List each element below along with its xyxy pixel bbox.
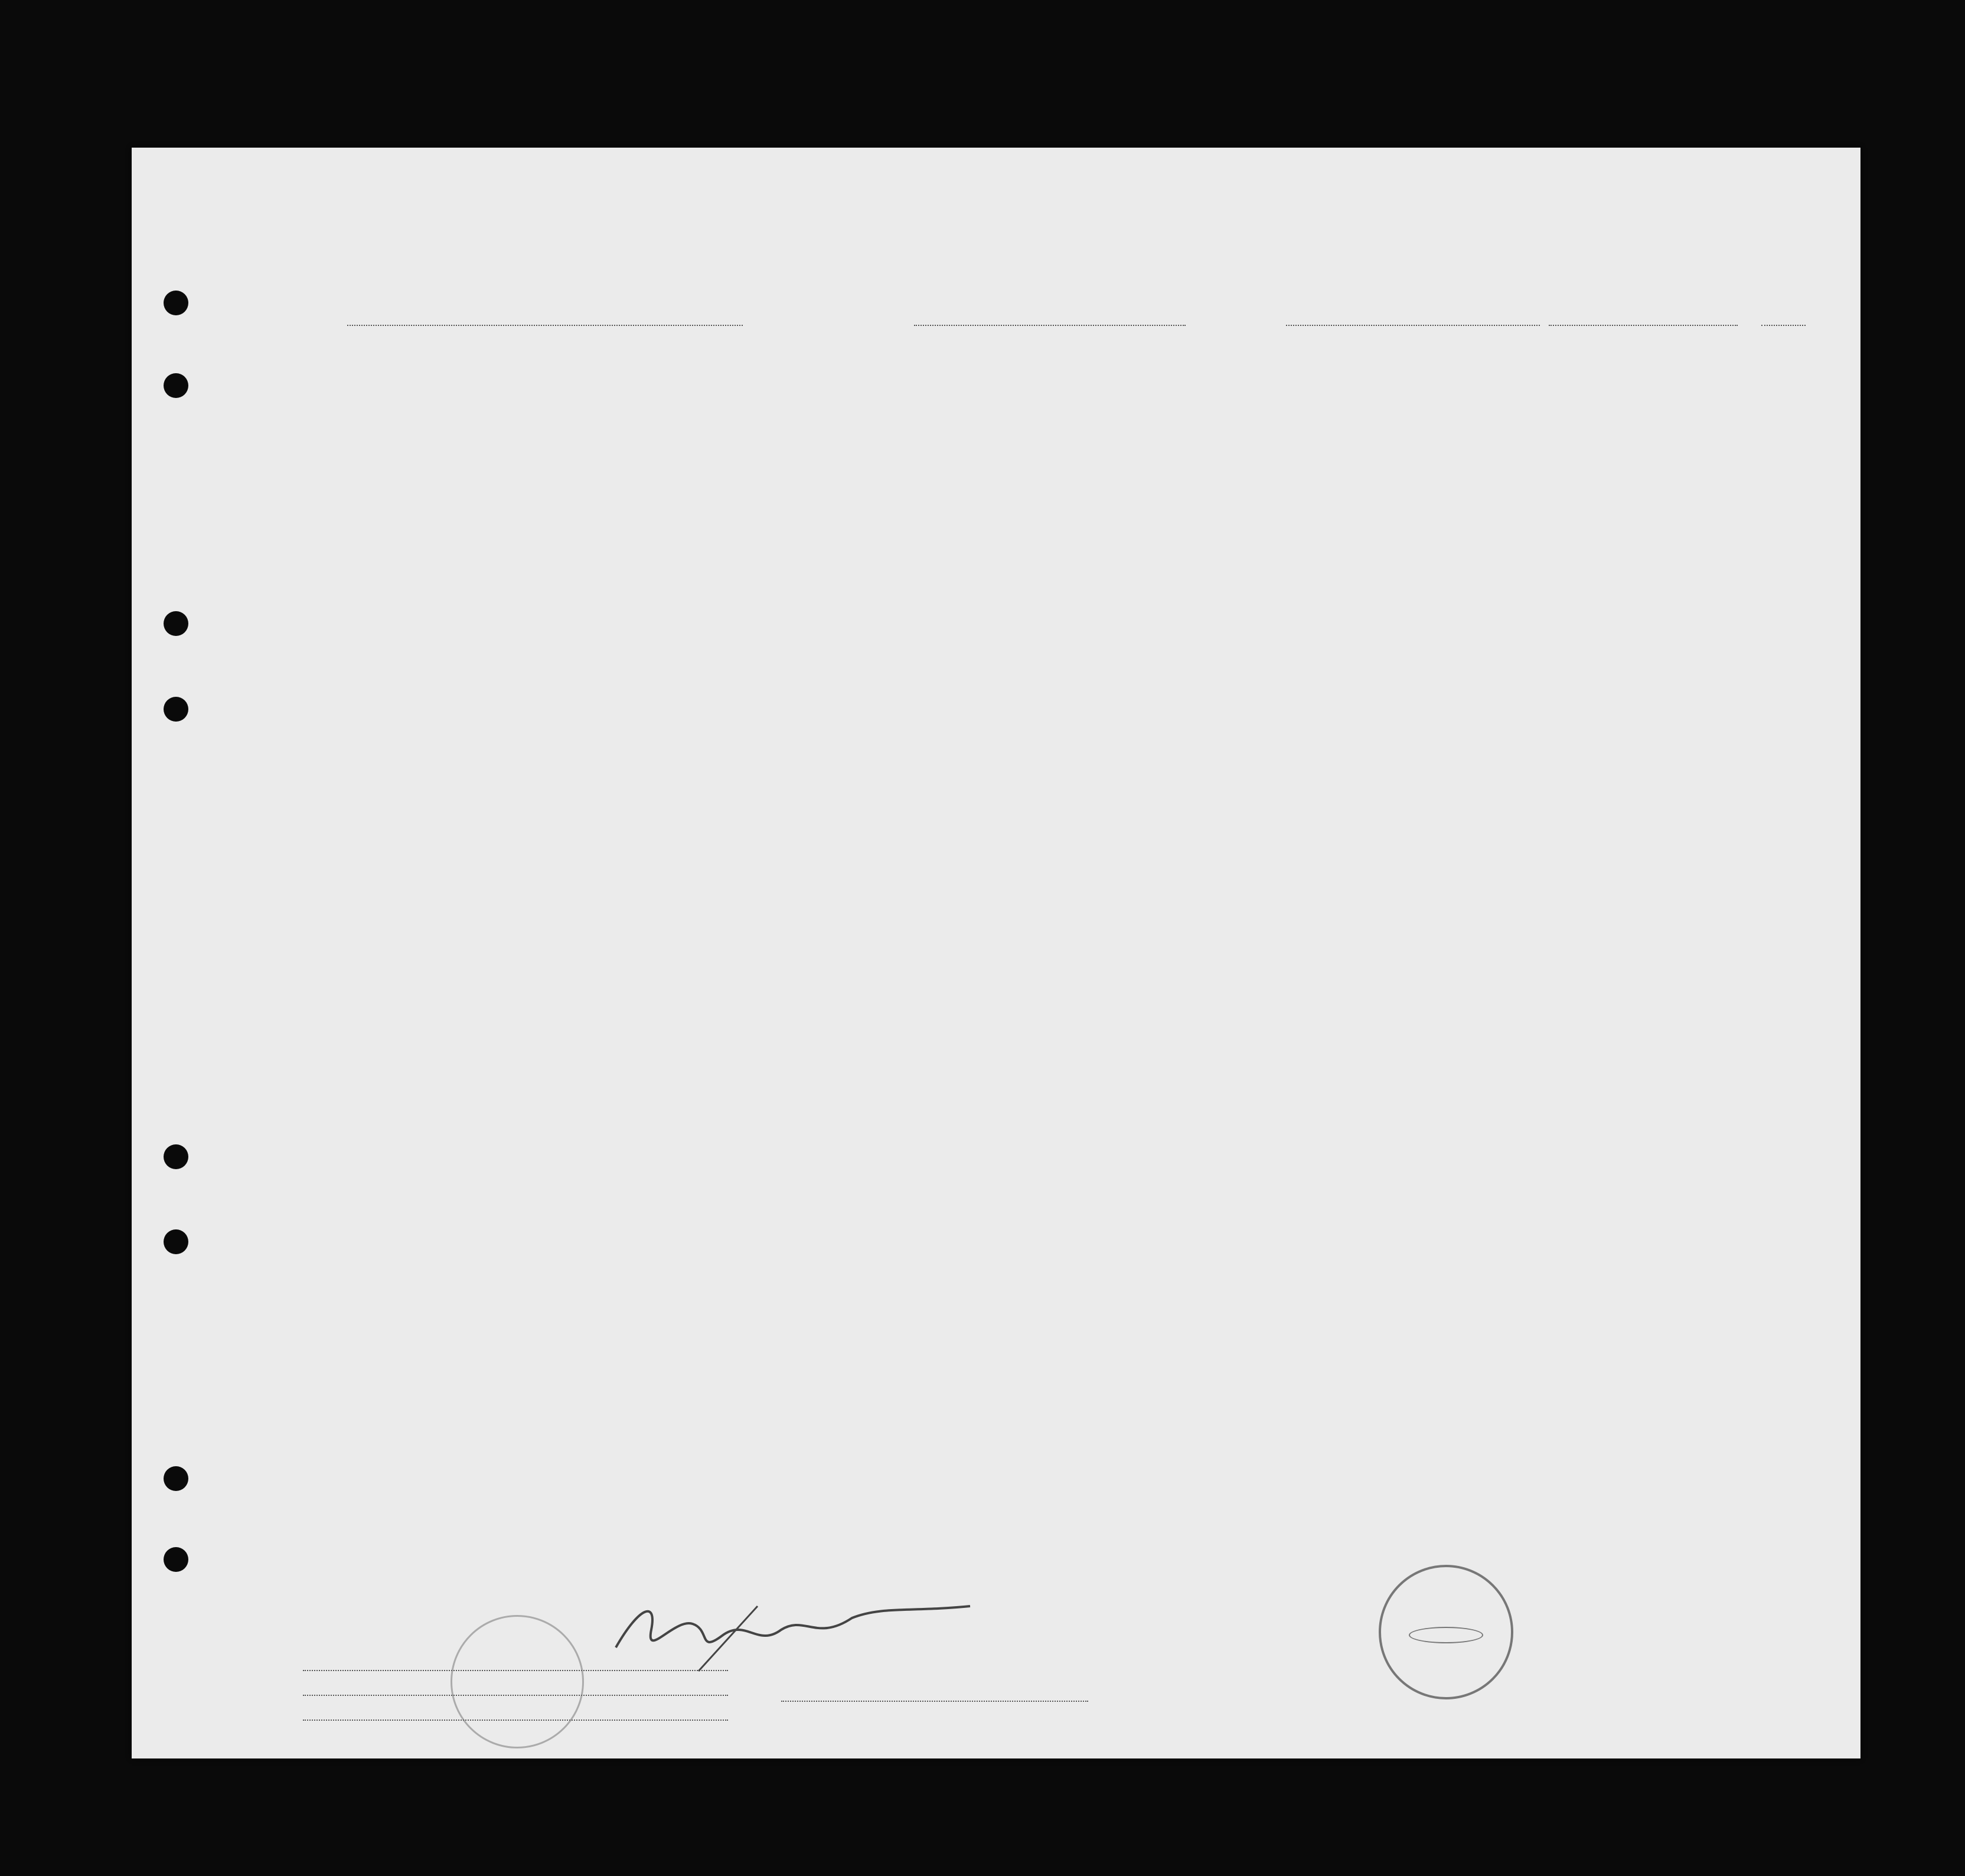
punch-hole — [164, 291, 188, 315]
signature-scrawl — [604, 1583, 988, 1677]
punch-hole — [164, 373, 188, 398]
manifest-grid — [132, 148, 1860, 1758]
punch-hole — [164, 611, 188, 636]
cristobal-seal-left — [451, 1615, 584, 1748]
punch-hole — [164, 1547, 188, 1572]
inspector-signature-line — [781, 1701, 1088, 1702]
punch-hole — [164, 1229, 188, 1254]
seal-right-center — [1409, 1627, 1483, 1643]
punch-hole — [164, 697, 188, 722]
cristobal-seal-right — [1379, 1565, 1513, 1699]
punch-hole — [164, 1466, 188, 1491]
punch-hole — [164, 1144, 188, 1169]
manifest-sheet — [132, 148, 1860, 1758]
